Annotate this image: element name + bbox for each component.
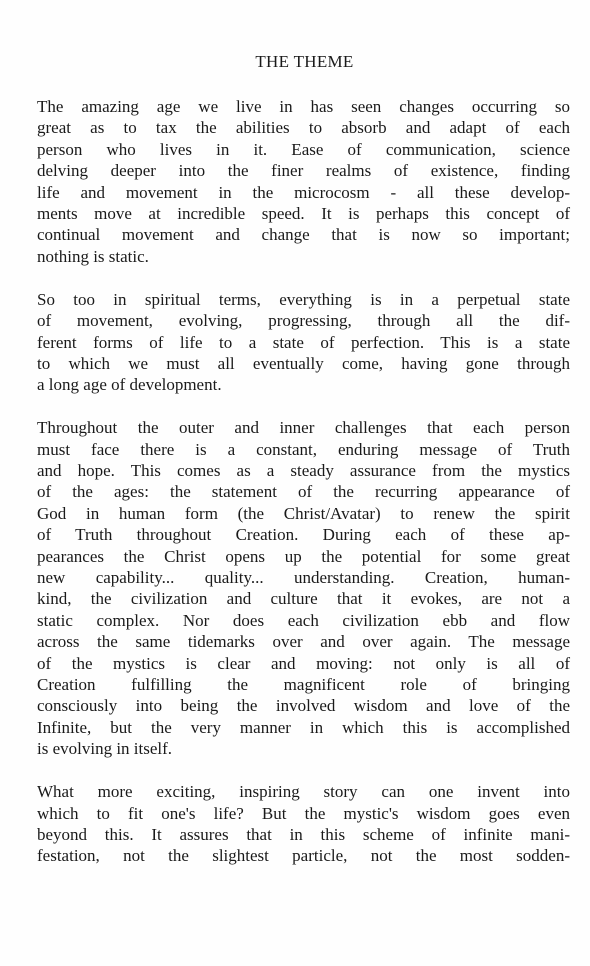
text-line: beyond this. It assures that in this scheme of infinite mani- bbox=[37, 824, 570, 844]
text-line: to which we must all eventually come, having gone through bbox=[37, 353, 570, 373]
text-line: Infinite, but the very manner in which this is accomplished bbox=[37, 717, 570, 737]
text-line: festation, not the slightest particle, not the most sodden- bbox=[37, 846, 570, 866]
page bbox=[37, 52, 570, 888]
text-line: person who lives in it. Ease of communication, science bbox=[37, 139, 570, 159]
text-line: ferent forms of life to a state of perfection. This is a state bbox=[37, 332, 570, 352]
paragraph bbox=[37, 96, 570, 267]
text-line: must face there is a constant, enduring message of Truth bbox=[37, 439, 570, 459]
text-line: of the ages: the statement of the recurring appearance of bbox=[37, 482, 570, 502]
text-line: of movement, evolving, progressing, through all the dif- bbox=[37, 311, 570, 331]
text-line: great as to tax the abilities to absorb and adapt of each bbox=[37, 118, 570, 138]
text-line: ments move at incredible speed. It is perhaps this concept of bbox=[37, 203, 570, 223]
text-line: a long age of development. bbox=[37, 375, 222, 395]
text-line: The amazing age we live in has seen changes occurring so bbox=[37, 97, 570, 116]
text-line: pearances the Christ opens up the potential for some great bbox=[37, 546, 570, 566]
page-title: THE THEME bbox=[255, 52, 354, 71]
text-line: life and movement in the microcosm - all these develop- bbox=[37, 182, 570, 202]
text-line: of Truth throughout Creation. During each of these ap- bbox=[37, 525, 570, 545]
body-text bbox=[37, 96, 570, 867]
text-line: which to fit one's life? But the mystic's wisdom goes even bbox=[37, 803, 570, 823]
text-line: continual movement and change that is now so important; bbox=[37, 225, 570, 245]
text-line: and hope. This comes as a steady assurance from the mystics bbox=[37, 461, 570, 481]
text-line: consciously into being the involved wisdom and love of the bbox=[37, 696, 570, 716]
text-line: is evolving in itself. bbox=[37, 739, 173, 759]
text-line: So too in spiritual terms, everything is in a perpetual state bbox=[37, 289, 570, 309]
text-line: delving deeper into the finer realms of existence, finding bbox=[37, 161, 570, 181]
text-line: kind, the civilization and culture that it evokes, are not a bbox=[37, 589, 570, 609]
text-line: Throughout the outer and inner challenges that each person bbox=[37, 418, 570, 438]
text-line: across the same tidemarks over and over again. The message bbox=[37, 632, 570, 652]
text-line: Creation fulfilling the magnificent role of bringing bbox=[37, 674, 570, 694]
text-line: new capability... quality... understanding. Creation, human- bbox=[37, 568, 570, 587]
text-line: static complex. Nor does each civilization ebb and flow bbox=[37, 610, 570, 630]
paragraph bbox=[37, 289, 570, 396]
text-line: nothing is static. bbox=[37, 246, 149, 266]
paragraph bbox=[37, 781, 570, 867]
text-line: God in human form (the Christ/Avatar) to renew the spirit bbox=[37, 503, 570, 523]
text-line: What more exciting, inspiring story can one invent into bbox=[37, 782, 570, 802]
text-line: of the mystics is clear and moving: not only is all of bbox=[37, 653, 570, 673]
paragraph bbox=[37, 417, 570, 759]
